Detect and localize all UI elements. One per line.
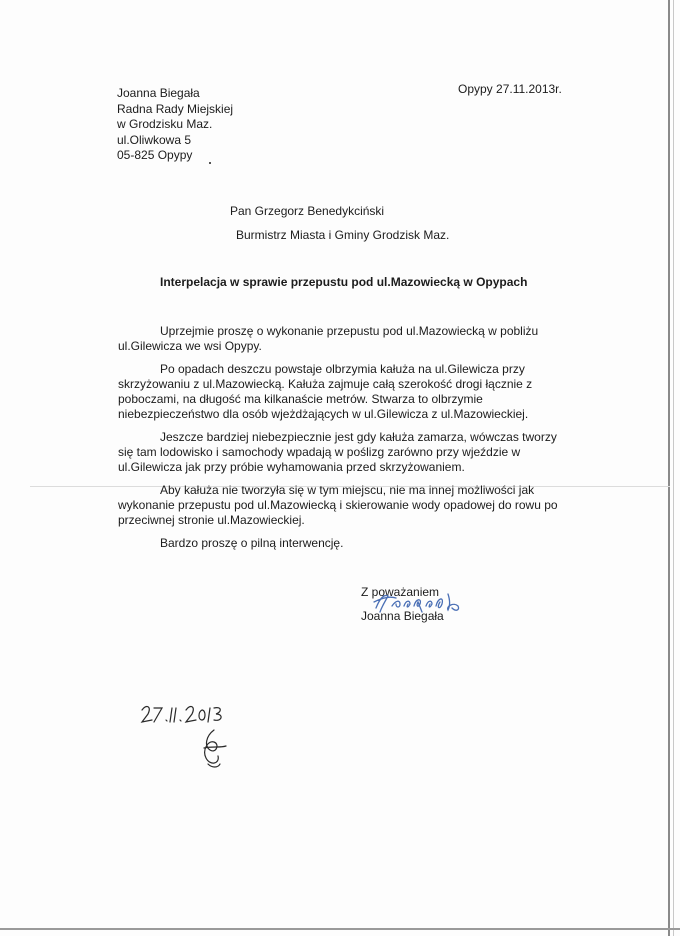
sender-name: Joanna Biegała (117, 86, 200, 100)
body-paragraph-5: Bardzo proszę o pilną interwencję. (160, 536, 344, 550)
paragraph-line: skrzyżowaniu z ul.Mazowiecką. Kałuża zajmuje całą szerokość drogi łącznie z (118, 377, 533, 391)
scan-edge-right (668, 0, 670, 936)
handwritten-signature (370, 586, 470, 620)
handwritten-initials (196, 726, 230, 770)
paragraph-line: przeciwnej stronie ul.Mazowieckiej. (118, 513, 305, 527)
paragraph-line: wykonanie przepustu pod ul.Mazowiecką i skierowanie wody opadowej do rowu po (118, 498, 558, 512)
paragraph-line: niebezpieczeństwo dla osób wjeżdżających w ul.Gilewicza z ul.Mazowieckiej. (118, 407, 529, 421)
letter-date: Opypy 27.11.2013r. (458, 82, 562, 96)
paragraph-line: poboczami, na długość ma kilkanaście metrów. Stwarza to olbrzymie (118, 392, 483, 406)
paragraph-line: ul.Gilewicza jak przy próbie wyhamowania przed skrzyżowaniem. (118, 460, 465, 474)
paragraph-line: Aby kałuża nie tworzyła się w tym miejscu, nie ma innej możliwości jak (160, 483, 535, 497)
recipient-title: Burmistrz Miasta i Gminy Grodzisk Maz. (236, 228, 450, 242)
body-paragraph-2 (118, 362, 532, 422)
paragraph-line: się tam lodowisko i samochody wpadają w poślizg zarówno przy wjeździe w (118, 445, 521, 459)
paragraph-line: Uprzejmie proszę o wykonanie przepustu pod ul.Mazowiecką w pobliżu (160, 324, 539, 338)
sender-council: w Grodzisku Maz. (117, 117, 213, 131)
closing-salutation: Z poważaniem (361, 585, 440, 599)
paragraph-line: Po opadach deszczu powstaje olbrzymia kałuża na ul.Gilewicza przy (160, 362, 525, 376)
sender-street: ul.Oliwkowa 5 (117, 132, 192, 147)
body-paragraph-1 (118, 324, 538, 354)
paragraph-line: ul.Gilewicza we wsi Opypy. (118, 339, 262, 353)
sender-role: Radna Rady Miejskiej (117, 101, 234, 116)
scan-edge-bottom (0, 928, 680, 930)
letter-subject: Interpelacja w sprawie przepustu pod ul.Mazowiecką w Opypach (160, 275, 528, 289)
handwritten-date (138, 700, 238, 728)
sender-postal: 05-825 Opypy (117, 148, 193, 162)
paragraph-line: Jeszcze bardziej niebezpiecznie jest gdy kałuża zamarza, wówczas tworzy (160, 430, 557, 444)
body-paragraph-3 (118, 430, 557, 475)
body-paragraph-4 (118, 483, 558, 528)
scan-edge-right-shadow (673, 0, 674, 936)
recipient-name: Pan Grzegorz Benedykciński (230, 204, 385, 218)
closing-signature-name: Joanna Biegała (361, 609, 444, 623)
sender-block (117, 86, 233, 164)
